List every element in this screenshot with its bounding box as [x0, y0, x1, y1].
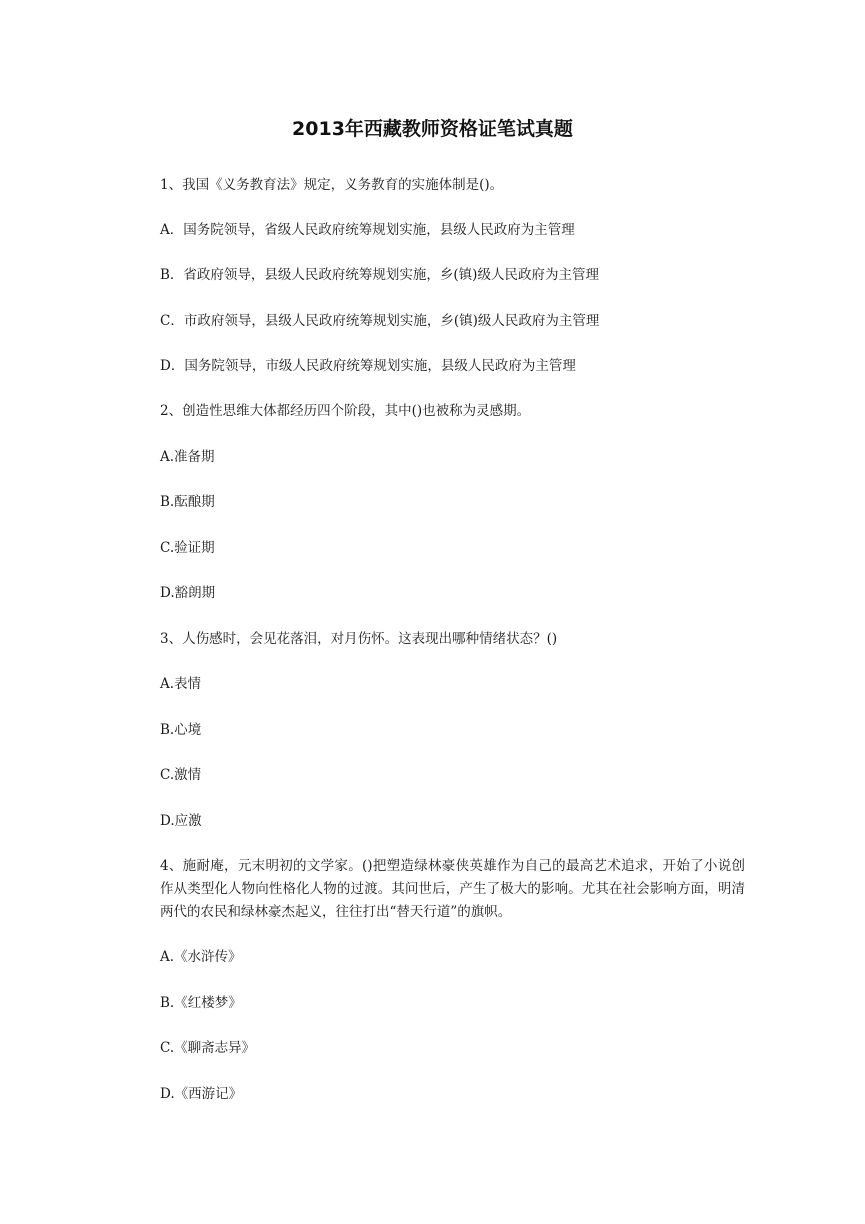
question-4-option-c: C.《聊斋志异》: [160, 1040, 256, 1056]
question-4-option-a: A.《水浒传》: [160, 949, 242, 965]
question-3-option-d: D.应激: [160, 813, 202, 829]
document-title: 2013年西藏教师资格证笔试真题: [292, 118, 573, 140]
question-2-option-d: D.豁朗期: [160, 585, 216, 601]
question-4-option-d: D.《西游记》: [160, 1086, 243, 1102]
question-1-option-a: A．国务院领导，省级人民政府统筹规划实施，县级人民政府为主管理: [160, 222, 575, 238]
question-1-option-b: B．省政府领导，县级人民政府统筹规划实施，乡(镇)级人民政府为主管理: [160, 267, 599, 283]
question-3-stem: 3、人伤感时，会见花落泪，对月伤怀。这表现出哪种情绪状态？(): [160, 631, 558, 647]
question-3-option-a: A.表情: [160, 676, 202, 692]
question-1-option-d: D．国务院领导，市级人民政府统筹规划实施，县级人民政府为主管理: [160, 358, 576, 374]
question-1-stem: 1、我国《义务教育法》规定，义务教育的实施体制是()。: [160, 177, 504, 193]
question-4-option-b: B.《红楼梦》: [160, 995, 242, 1011]
question-1-option-c: C．市政府领导，县级人民政府统筹规划实施，乡(镇)级人民政府为主管理: [160, 313, 600, 329]
question-2-stem: 2、创造性思维大体都经历四个阶段，其中()也被称为灵感期。: [160, 403, 531, 419]
question-2-option-c: C.验证期: [160, 540, 215, 556]
question-3-option-b: B.心境: [160, 722, 202, 738]
question-2-option-b: B.酝酿期: [160, 494, 215, 510]
question-2-option-a: A.准备期: [160, 449, 215, 465]
question-4-stem: 4、施耐庵，元末明初的文学家。()把塑造绿林豪侠英雄作为自己的最高艺术追求，开始了小说创作从类型化人物向性格化人物的过渡。其问世后，产生了极大的影响。尤其在社会影响方面，明清两代的农民和绿林豪杰起义，往往打出“替天行道”的旗帜。: [160, 858, 745, 920]
question-3-option-c: C.激情: [160, 767, 202, 783]
